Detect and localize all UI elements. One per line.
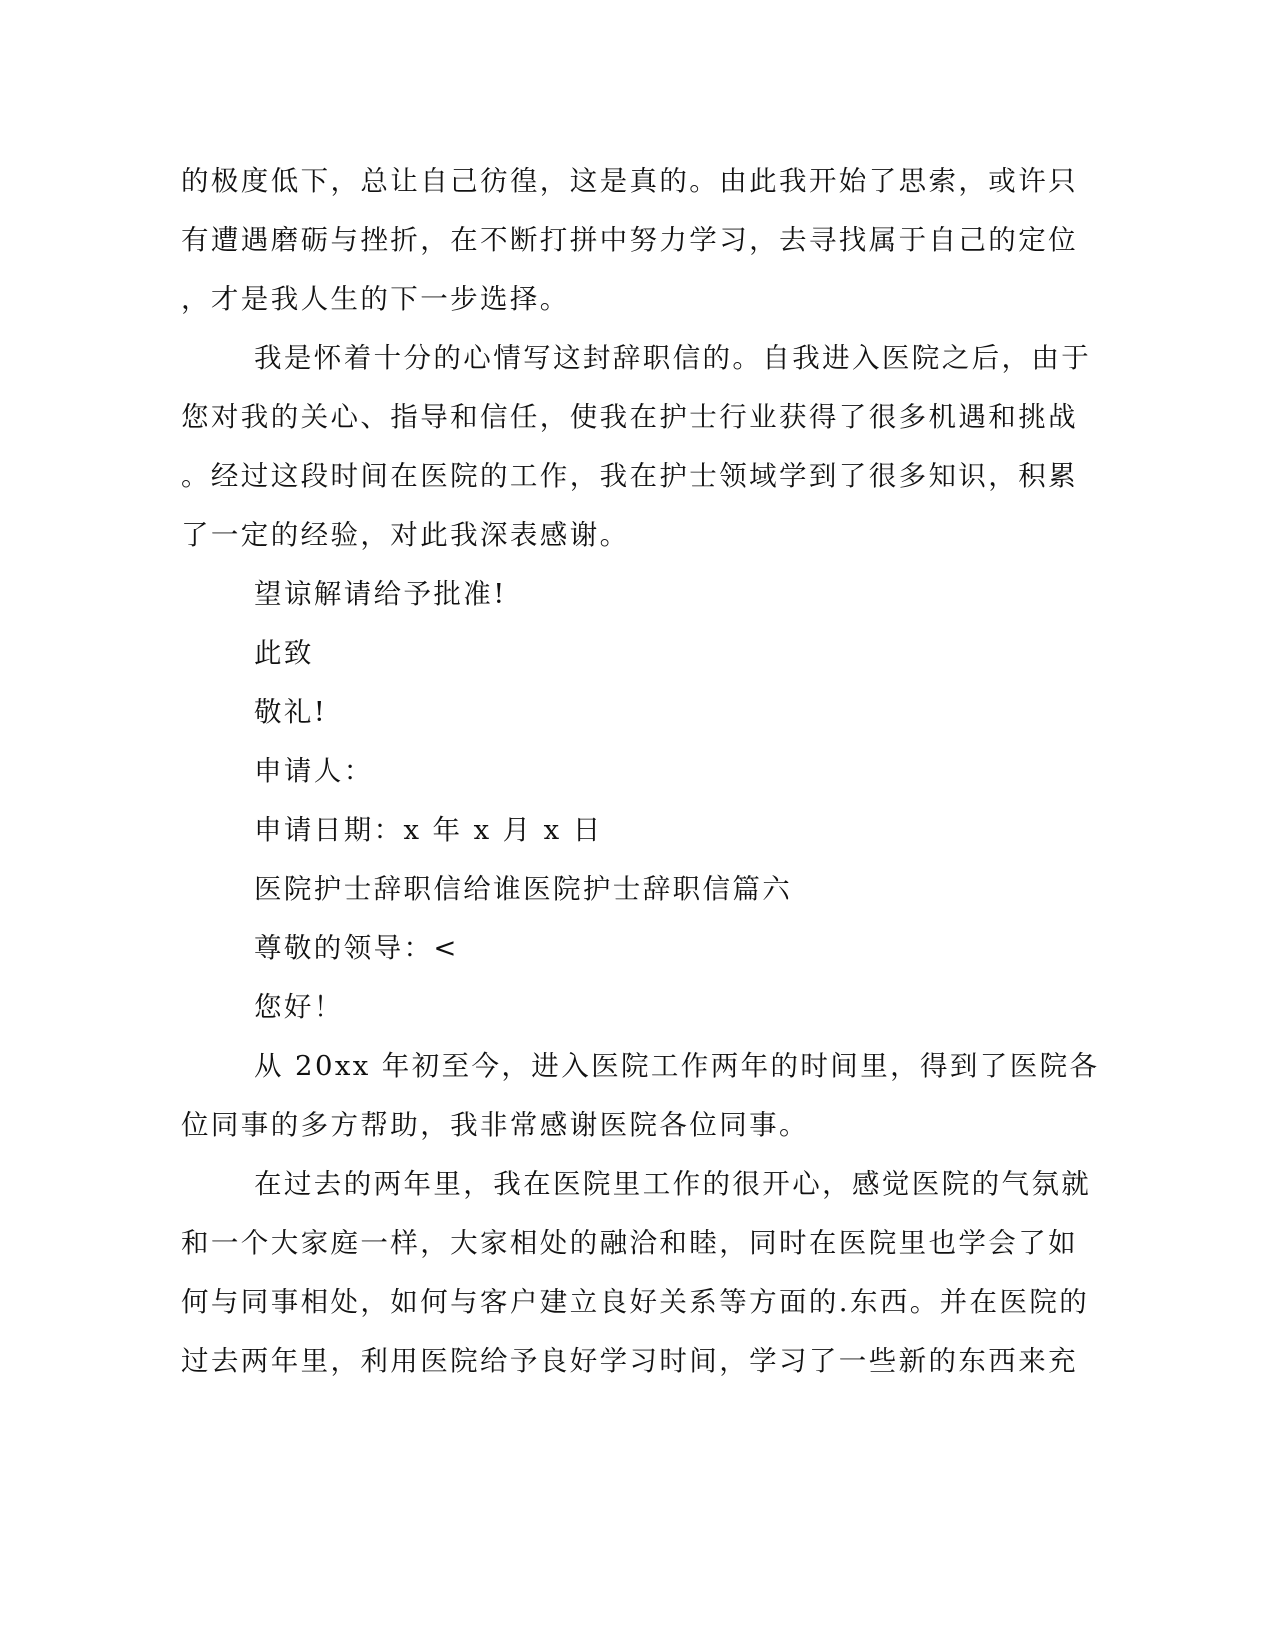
paragraph-start-line: 从 20xx 年初至今，进入医院工作两年的时间里，得到了医院各 [254,1050,1100,1082]
approval-request-line: 望谅解请给予批准! [254,578,507,610]
application-date-line: 申请日期：x 年 x 月 x 日 [254,814,603,846]
text-line: 。经过这段时间在医院的工作，我在护士领域学到了很多知识，积累 [181,460,1078,492]
text-line: 和一个大家庭一样，大家相处的融洽和睦，同时在医院里也学会了如 [181,1227,1078,1259]
text-line: 了一定的经验，对此我深表感谢。 [181,519,630,551]
text-line: 您对我的关心、指导和信任，使我在护士行业获得了很多机遇和挑战 [181,401,1078,433]
greeting-line: 尊敬的领导：< [254,932,459,964]
section-heading: 医院护士辞职信给谁医院护士辞职信篇六 [254,873,793,905]
hello-line: 您好！ [254,991,344,1023]
text-line: 位同事的多方帮助，我非常感谢医院各位同事。 [181,1109,809,1141]
text-line: 有遭遇磨砺与挫折，在不断打拼中努力学习，去寻找属于自己的定位 [181,224,1078,256]
applicant-line: 申请人： [254,755,374,787]
text-line: 过去两年里，利用医院给予良好学习时间，学习了一些新的东西来充 [181,1345,1078,1377]
text-line: 的极度低下，总让自己彷徨，这是真的。由此我开始了思索，或许只 [181,165,1078,197]
salutation-line: 敬礼! [254,696,328,728]
text-line: ，才是我人生的下一步选择。 [181,283,570,315]
paragraph-start-line: 在过去的两年里，我在医院里工作的很开心，感觉医院的气氛就 [254,1168,1092,1200]
closing-line: 此致 [254,637,314,669]
paragraph-start-line: 我是怀着十分的心情写这封辞职信的。自我进入医院之后，由于 [254,342,1092,374]
text-line: 何与同事相处，如何与客户建立良好关系等方面的.东西。并在医院的 [181,1286,1090,1318]
